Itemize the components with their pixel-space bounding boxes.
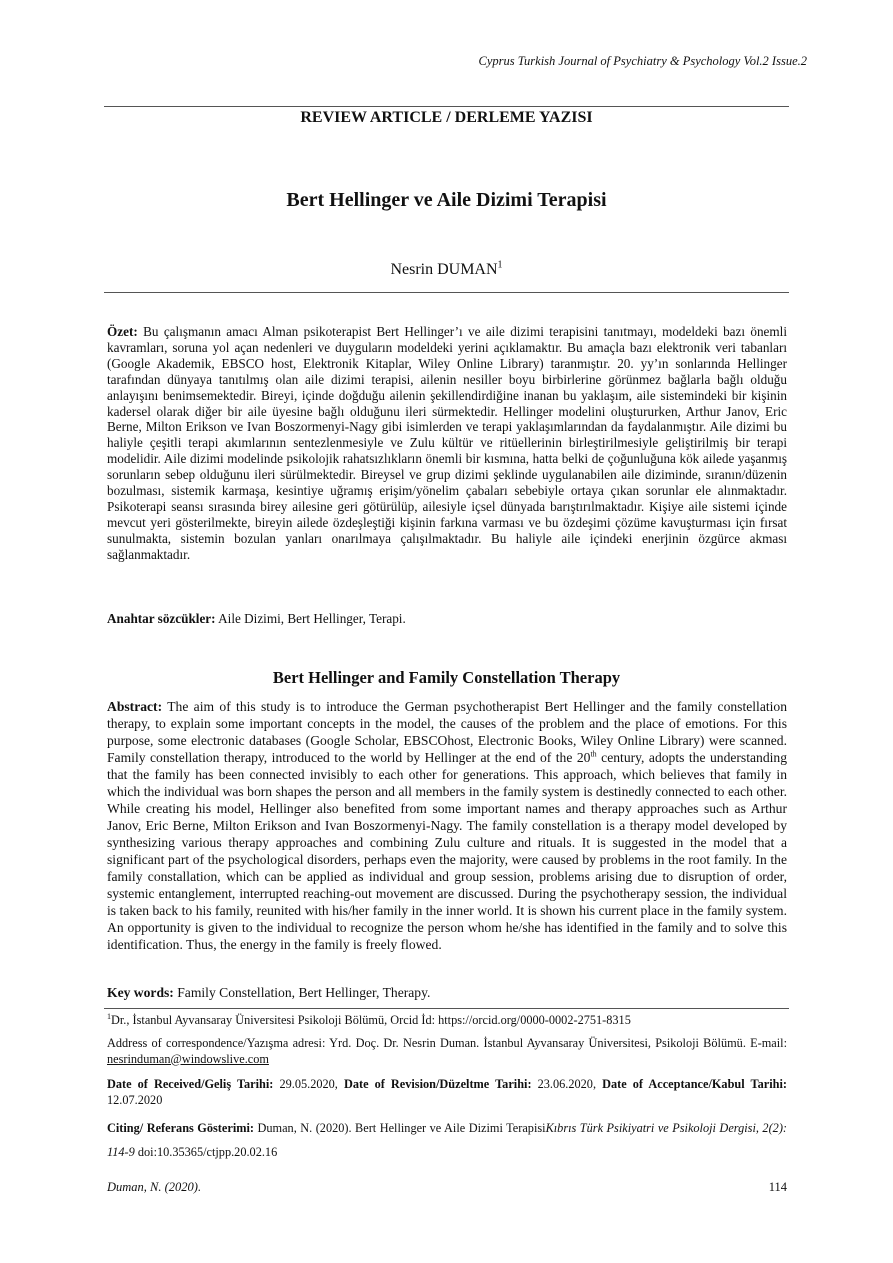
citing-text: Duman, N. (2020). Bert Hellinger ve Aile Dizimi Terapisi <box>257 1121 546 1135</box>
dates <box>107 1077 787 1108</box>
abstract-tr-label: Özet: <box>107 324 138 339</box>
footnote-rule <box>104 1008 789 1009</box>
abstract-en-text-2: century, adopts the understanding that the family has been connected invisibly to each other for generations. This approach, which believes that family in which the individual was born shapes the person and all members in the family system is destinedly connected to each other. While creating his model, Hellinger also benefited from some important names and therapy approaches such as Arthur Janov, Eric Berne, Milton Erikson and Ivan Boszormenyi-Nagy. The family constellation is a therapy model developed by synthesizing various therapy approaches and combining Zulu culture and rituals. It is suggested in the model that a significant part of the psychological disorders, perhaps even the majority, were caused by problems in the root family. In the family constallation, which can be applied as individual and group session, problems arising due to disruption of order, systemic entanglement, interrupted reaching-out movement are discussed. During the psychotherapy session, the individual is taken back to his family, reunited with his/her family in the inner world. It is shown his current place in the family system. An opportunity is given to the individual to recognize the person whom he/she has identified in the family and to solve this identification. Thus, the energy in the family is freely flowed. <box>107 750 787 952</box>
received-label: Date of Received/Geliş Tarihi: <box>107 1077 274 1091</box>
keywords-tr-label: Anahtar sözcükler: <box>107 611 216 626</box>
citing-label: Citing/ Referans Gösterimi: <box>107 1121 254 1135</box>
author-name: Nesrin DUMAN <box>390 261 498 278</box>
revision-label: Date of Revision/Düzeltme Tarihi: <box>343 1077 532 1091</box>
journal-header: Cyprus Turkish Journal of Psychiatry & Psychology Vol.2 Issue.2 <box>478 54 807 68</box>
footnote-text: Dr., İstanbul Ayvansaray Üniversitesi Psikoloji Bölümü, Orcid İd: https://orcid.org/0000-0002-2751-8315 <box>111 1013 631 1027</box>
article-type: REVIEW ARTICLE / DERLEME YAZISI <box>300 109 593 126</box>
abstract-en-text-1: The aim of this study is to introduce the German psychotherapist Bert Hellinger and the family constellation therapy, to explain some important concepts in the model, the causes of the problem and the place of emotions. For this purpose, some electronic databases (Google Scholar, EBSCOhost, Electronic Books, Wiley Online Library) were scanned. Family constellation therapy, introduced to the world by Hellinger at the end of the 20 <box>107 699 788 765</box>
footer-citation: Duman, N. (2020). <box>107 1180 202 1194</box>
abstract-tr <box>107 324 787 563</box>
citing-journal: Kıbrıs Türk Psikiyatri ve Psikoloji Dergisi, 2(2): 114-9 <box>107 1121 788 1159</box>
keywords-en-label: Key words: <box>107 985 174 1000</box>
acceptance-date: 12.07.2020 <box>107 1092 163 1107</box>
title-tr: Bert Hellinger ve Aile Dizimi Terapisi <box>286 189 607 211</box>
abstract-en-label: Abstract: <box>107 699 163 714</box>
email-link[interactable]: nesrinduman@windowslive.com <box>107 1051 269 1066</box>
revision-date: 23.06.2020, <box>537 1077 597 1091</box>
footnote-mark: 1 <box>107 1011 111 1021</box>
keywords-en-text: Family Constellation, Bert Hellinger, Therapy. <box>177 985 431 1000</box>
author <box>104 261 789 279</box>
keywords-tr-text: Aile Dizimi, Bert Hellinger, Terapi. <box>218 611 406 626</box>
keywords-tr <box>107 611 787 627</box>
page-number: 114 <box>768 1180 787 1194</box>
author-affiliation-footnote <box>107 1013 787 1029</box>
correspondence-text: Address of correspondence/Yazışma adresi: Yrd. Doç. Dr. Nesrin Duman. İstanbul Ayvansaray Üniversitesi, Psikoloji Bölümü. E-mail: <box>107 1036 787 1050</box>
author-rule <box>104 292 789 293</box>
author-footnote-mark: 1 <box>497 259 503 271</box>
header-rule <box>104 106 789 107</box>
correspondence <box>107 1036 787 1067</box>
abstract-en-sup: th <box>590 749 597 759</box>
keywords-en <box>107 984 787 1001</box>
citing <box>107 1116 787 1164</box>
abstract-tr-text: Bu çalışmanın amacı Alman psikoterapist Bert Hellinger’ı ve aile dizimi terapisini tanıtmayı, modeldeki bazı önemli kavramları, soruna yol açan nedenleri ve duyguların modeldeki yerini açıklamaktır. Bu amaçla bazı elektronik veri tabanları (Google Akademik, EBSCO host, Elektronik Kitaplar, Wiley Online Library) taranmıştır. 20. yy’ın sonlarında Hellinger tarafından dünyaya tanıtılmış olan aile dizimi terapisi, ailenin nesiller boyu birbirlerine görünmez bağlarla bağlı olduğu anlayışını benimsemektedir. Bireyi, içinde doğduğu ailenin şekillendirdiğine inanan bu yaklaşım, aile sistemindeki bir kişinin kadersel olarak diğer bir aile üyesine bağlı olduğunu ileri sürmektedir. Hellinger modelini oluştururken, Arthur Janov, Eric Berne, Milton Erikson ve Ivan Boszormenyi-Nagy gibi isimlerden ve terapi yaklaşımlarından da faydalanmıştır. Aile dizimi bu haliyle çeşitli terapi akımlarının sentezlenmesiyle ve Zulu kültür ve ritüellerinin birleştirilmesiyle geliştirilmiş bir terapi modelidir. Aile dizimi modelinde psikolojik rahatsızlıkların önemli bir kısmına, hatta belki de çoğunluğuna kök ailede yaşanmış sorunların sebep olduğunu ileri sürülmektedir. Bireysel ve grup dizimi şeklinde uygulanabilen aile diziminde, sıranın/düzenin bozulması, sistemik karmaşa, kesintiye uğramış erişim/yönelim çabaları sebebiyle ortaya çıkan sorunlar ele alınmaktadır. Psikoterapi seansı sırasında birey ailesine geri götürülüp, ailesiyle içsel dünyada barıştırılmaktadır. Kişiye aile sistemi içinde mevcut yeri gösterilmekte, bireyin ailede özdeşleştiği kişinin farkına varması ve bu özdeşimi çözüme kavuşturması için fırsat sunulmakta, sistemin bozulan yanları onarılmaya çalışılmaktadır. Bu haliyle aile içindeki enerjinin özgürce akması sağlanmaktadır. <box>107 324 787 562</box>
acceptance-label: Date of Acceptance/Kabul Tarihi: <box>602 1077 787 1091</box>
title-en: Bert Hellinger and Family Constellation Therapy <box>272 668 621 687</box>
received-date: 29.05.2020, <box>279 1077 338 1091</box>
abstract-en <box>107 698 787 953</box>
citing-doi: doi:10.35365/ctjpp.20.02.16 <box>137 1145 278 1159</box>
